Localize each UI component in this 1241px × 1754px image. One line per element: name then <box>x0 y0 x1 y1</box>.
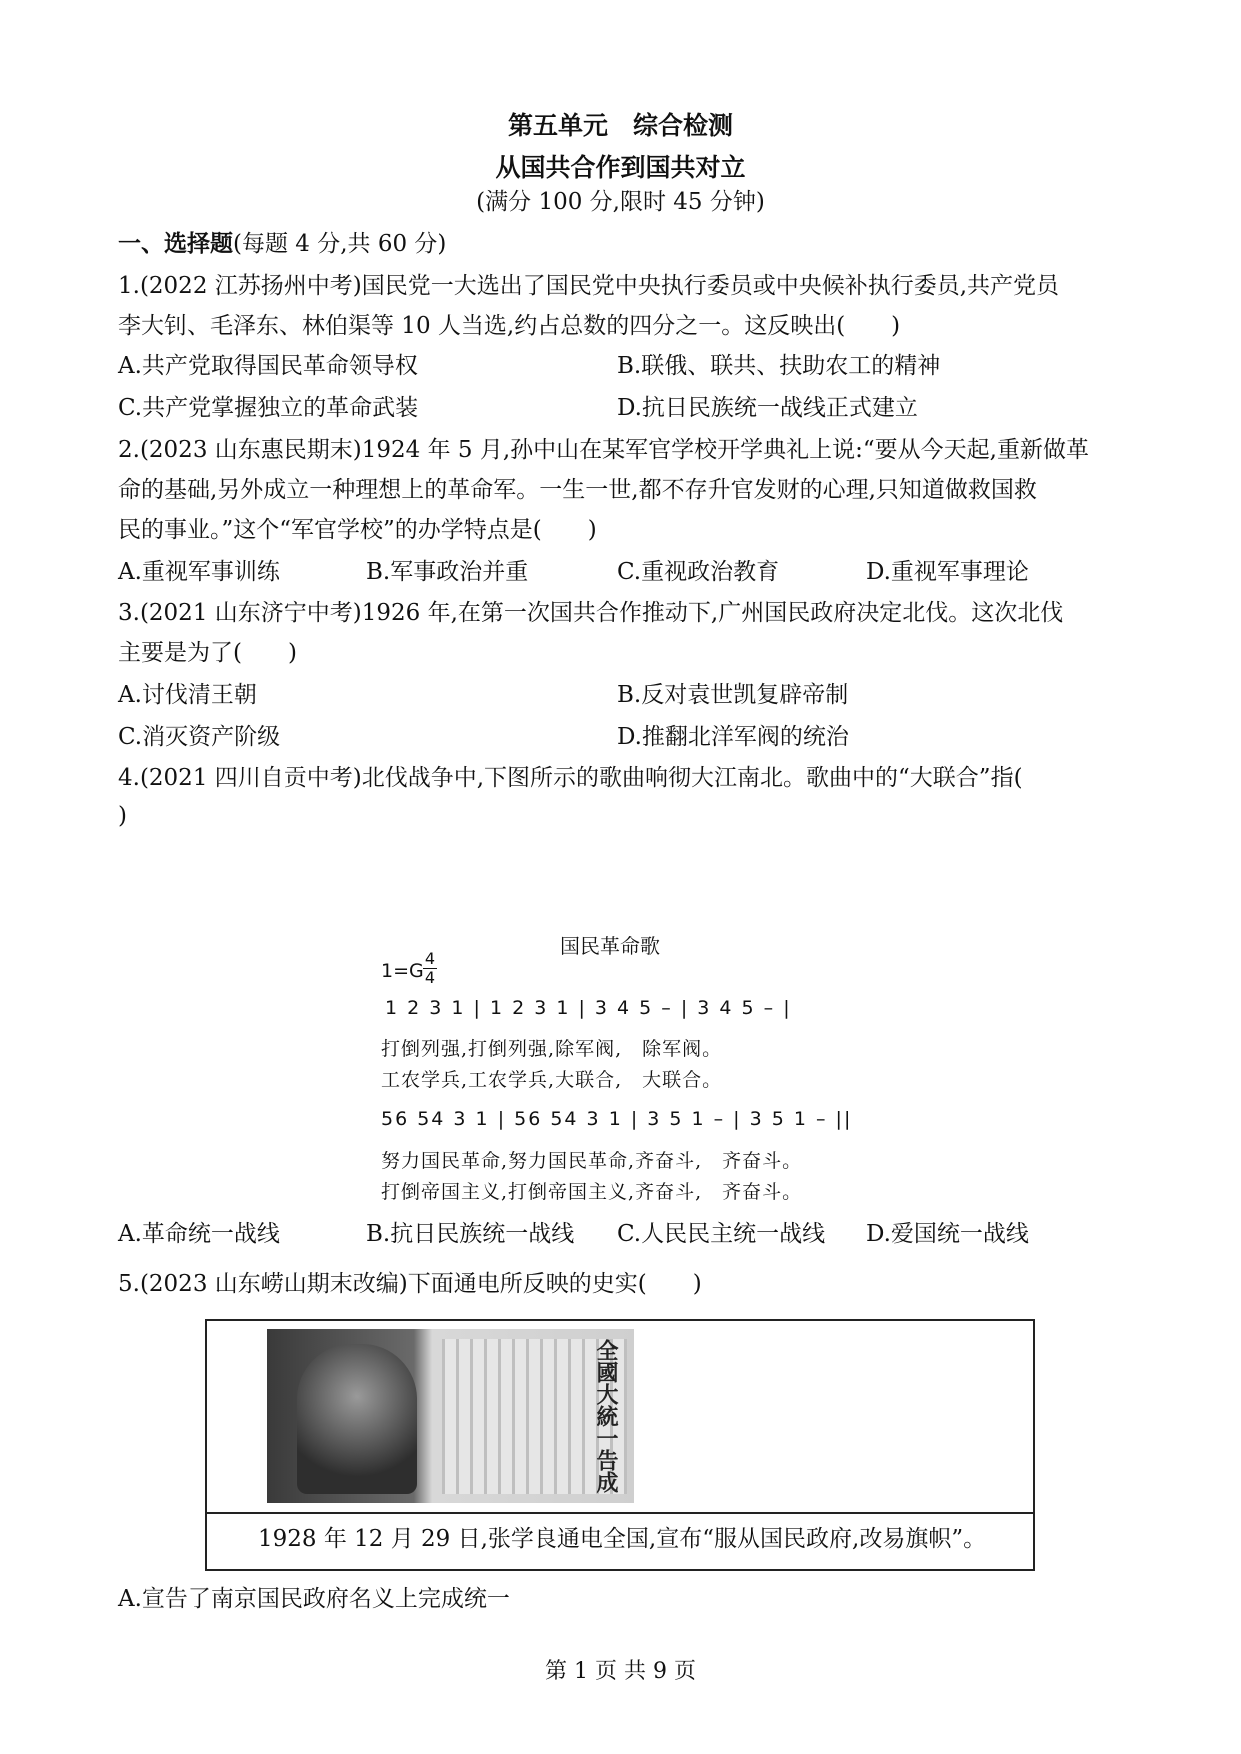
section-heading <box>118 228 446 260</box>
q3-option-b: B.反对袁世凯复辟帝制 <box>617 682 849 708</box>
exam-meta: (满分 100 分,限时 45 分钟) <box>476 189 765 215</box>
q3-option-d: D.推翻北洋军阀的统治 <box>617 724 849 750</box>
q4-line-1: 4.(2021 四川自贡中考)北伐战争中,下图所示的歌曲响彻大江南北。歌曲中的“大联合”指( <box>118 765 1023 791</box>
lyrics-line-1a: 打倒列强,打倒列强,除军阀, 除军阀。 <box>381 1038 723 1060</box>
q1-option-b: B.联俄、联共、扶助农工的精神 <box>617 353 941 379</box>
q1-line-1: 1.(2022 江苏扬州中考)国民党一大选出了国民党中央执行委员或中央候补执行委员,共产党员 <box>118 273 1060 299</box>
q4-option-b: B.抗日民族统一战线 <box>366 1221 575 1247</box>
q2-option-b: B.军事政治并重 <box>366 559 529 585</box>
q3-line-2: 主要是为了( ) <box>118 640 297 666</box>
caption-divider <box>205 1512 1035 1514</box>
q3-option-c: C.消灭资产阶级 <box>118 724 281 750</box>
section-note: (每题 4 分,共 60 分) <box>233 231 447 257</box>
page-title: 第五单元 综合检测 <box>507 111 733 140</box>
page-subtitle: 从国共合作到国共对立 <box>495 153 746 182</box>
portrait-image <box>297 1344 417 1494</box>
telegram-photo <box>267 1329 634 1503</box>
q2-option-c: C.重视政治教育 <box>617 559 780 585</box>
section-title: 一、选择题 <box>118 230 233 257</box>
q4-line-2: ) <box>118 803 127 829</box>
lyrics-line-2a: 努力国民革命,努力国民革命,齐奋斗, 齐奋斗。 <box>381 1150 803 1172</box>
q2-option-a: A.重视军事训练 <box>118 559 280 585</box>
q3-option-a: A.讨伐清王朝 <box>118 682 257 708</box>
page-number: 第 1 页 共 9 页 <box>545 1659 696 1684</box>
lyrics-line-1b: 工农学兵,工农学兵,大联合, 大联合。 <box>381 1069 723 1091</box>
telegram-caption: 1928 年 12 月 29 日,张学良通电全国,宣布“服从国民政府,改易旗帜”。 <box>258 1526 987 1552</box>
time-signature <box>423 950 437 987</box>
notation-line-2: 56 54 3 1 | 56 54 3 1 | 3 5 1 – | 3 5 1 – || <box>381 1108 853 1130</box>
song-title: 国民革命歌 <box>560 934 660 958</box>
song-key: 1=G <box>381 960 424 982</box>
q2-line-1: 2.(2023 山东惠民期末)1924 年 5 月,孙中山在某军官学校开学典礼上说:“要从今天起,重新做革 <box>118 437 1089 463</box>
q5-option-a: A.宣告了南京国民政府名义上完成统一 <box>118 1586 510 1612</box>
q5-line-1: 5.(2023 山东崂山期末改编)下面通电所反映的史实( ) <box>118 1271 702 1297</box>
newspaper-headline: 全國大統一告成 <box>593 1339 619 1493</box>
q1-option-d: D.抗日民族统一战线正式建立 <box>617 395 918 421</box>
q1-option-a: A.共产党取得国民革命领导权 <box>118 353 418 379</box>
q1-option-c: C.共产党掌握独立的革命武装 <box>118 395 419 421</box>
q4-option-c: C.人民民主统一战线 <box>617 1221 826 1247</box>
q2-line-2: 命的基础,另外成立一种理想上的革命军。一生一世,都不存升官发财的心理,只知道做救国救 <box>118 477 1037 503</box>
q2-option-d: D.重视军事理论 <box>866 559 1029 585</box>
q1-line-2: 李大钊、毛泽东、林伯渠等 10 人当选,约占总数的四分之一。这反映出( ) <box>118 313 901 339</box>
q4-option-d: D.爱国统一战线 <box>866 1221 1029 1247</box>
time-signature-bottom: 4 <box>424 968 436 987</box>
notation-line-1: 1 2 3 1 | 1 2 3 1 | 3 4 5 – | 3 4 5 – | <box>385 997 792 1019</box>
time-signature-top: 4 <box>424 949 436 968</box>
q4-option-a: A.革命统一战线 <box>118 1221 280 1247</box>
q2-line-3: 民的事业。”这个“军官学校”的办学特点是( ) <box>118 517 597 543</box>
q3-line-1: 3.(2021 山东济宁中考)1926 年,在第一次国共合作推动下,广州国民政府决定北伐。这次北伐 <box>118 600 1064 626</box>
lyrics-line-2b: 打倒帝国主义,打倒帝国主义,齐奋斗, 齐奋斗。 <box>381 1181 803 1203</box>
